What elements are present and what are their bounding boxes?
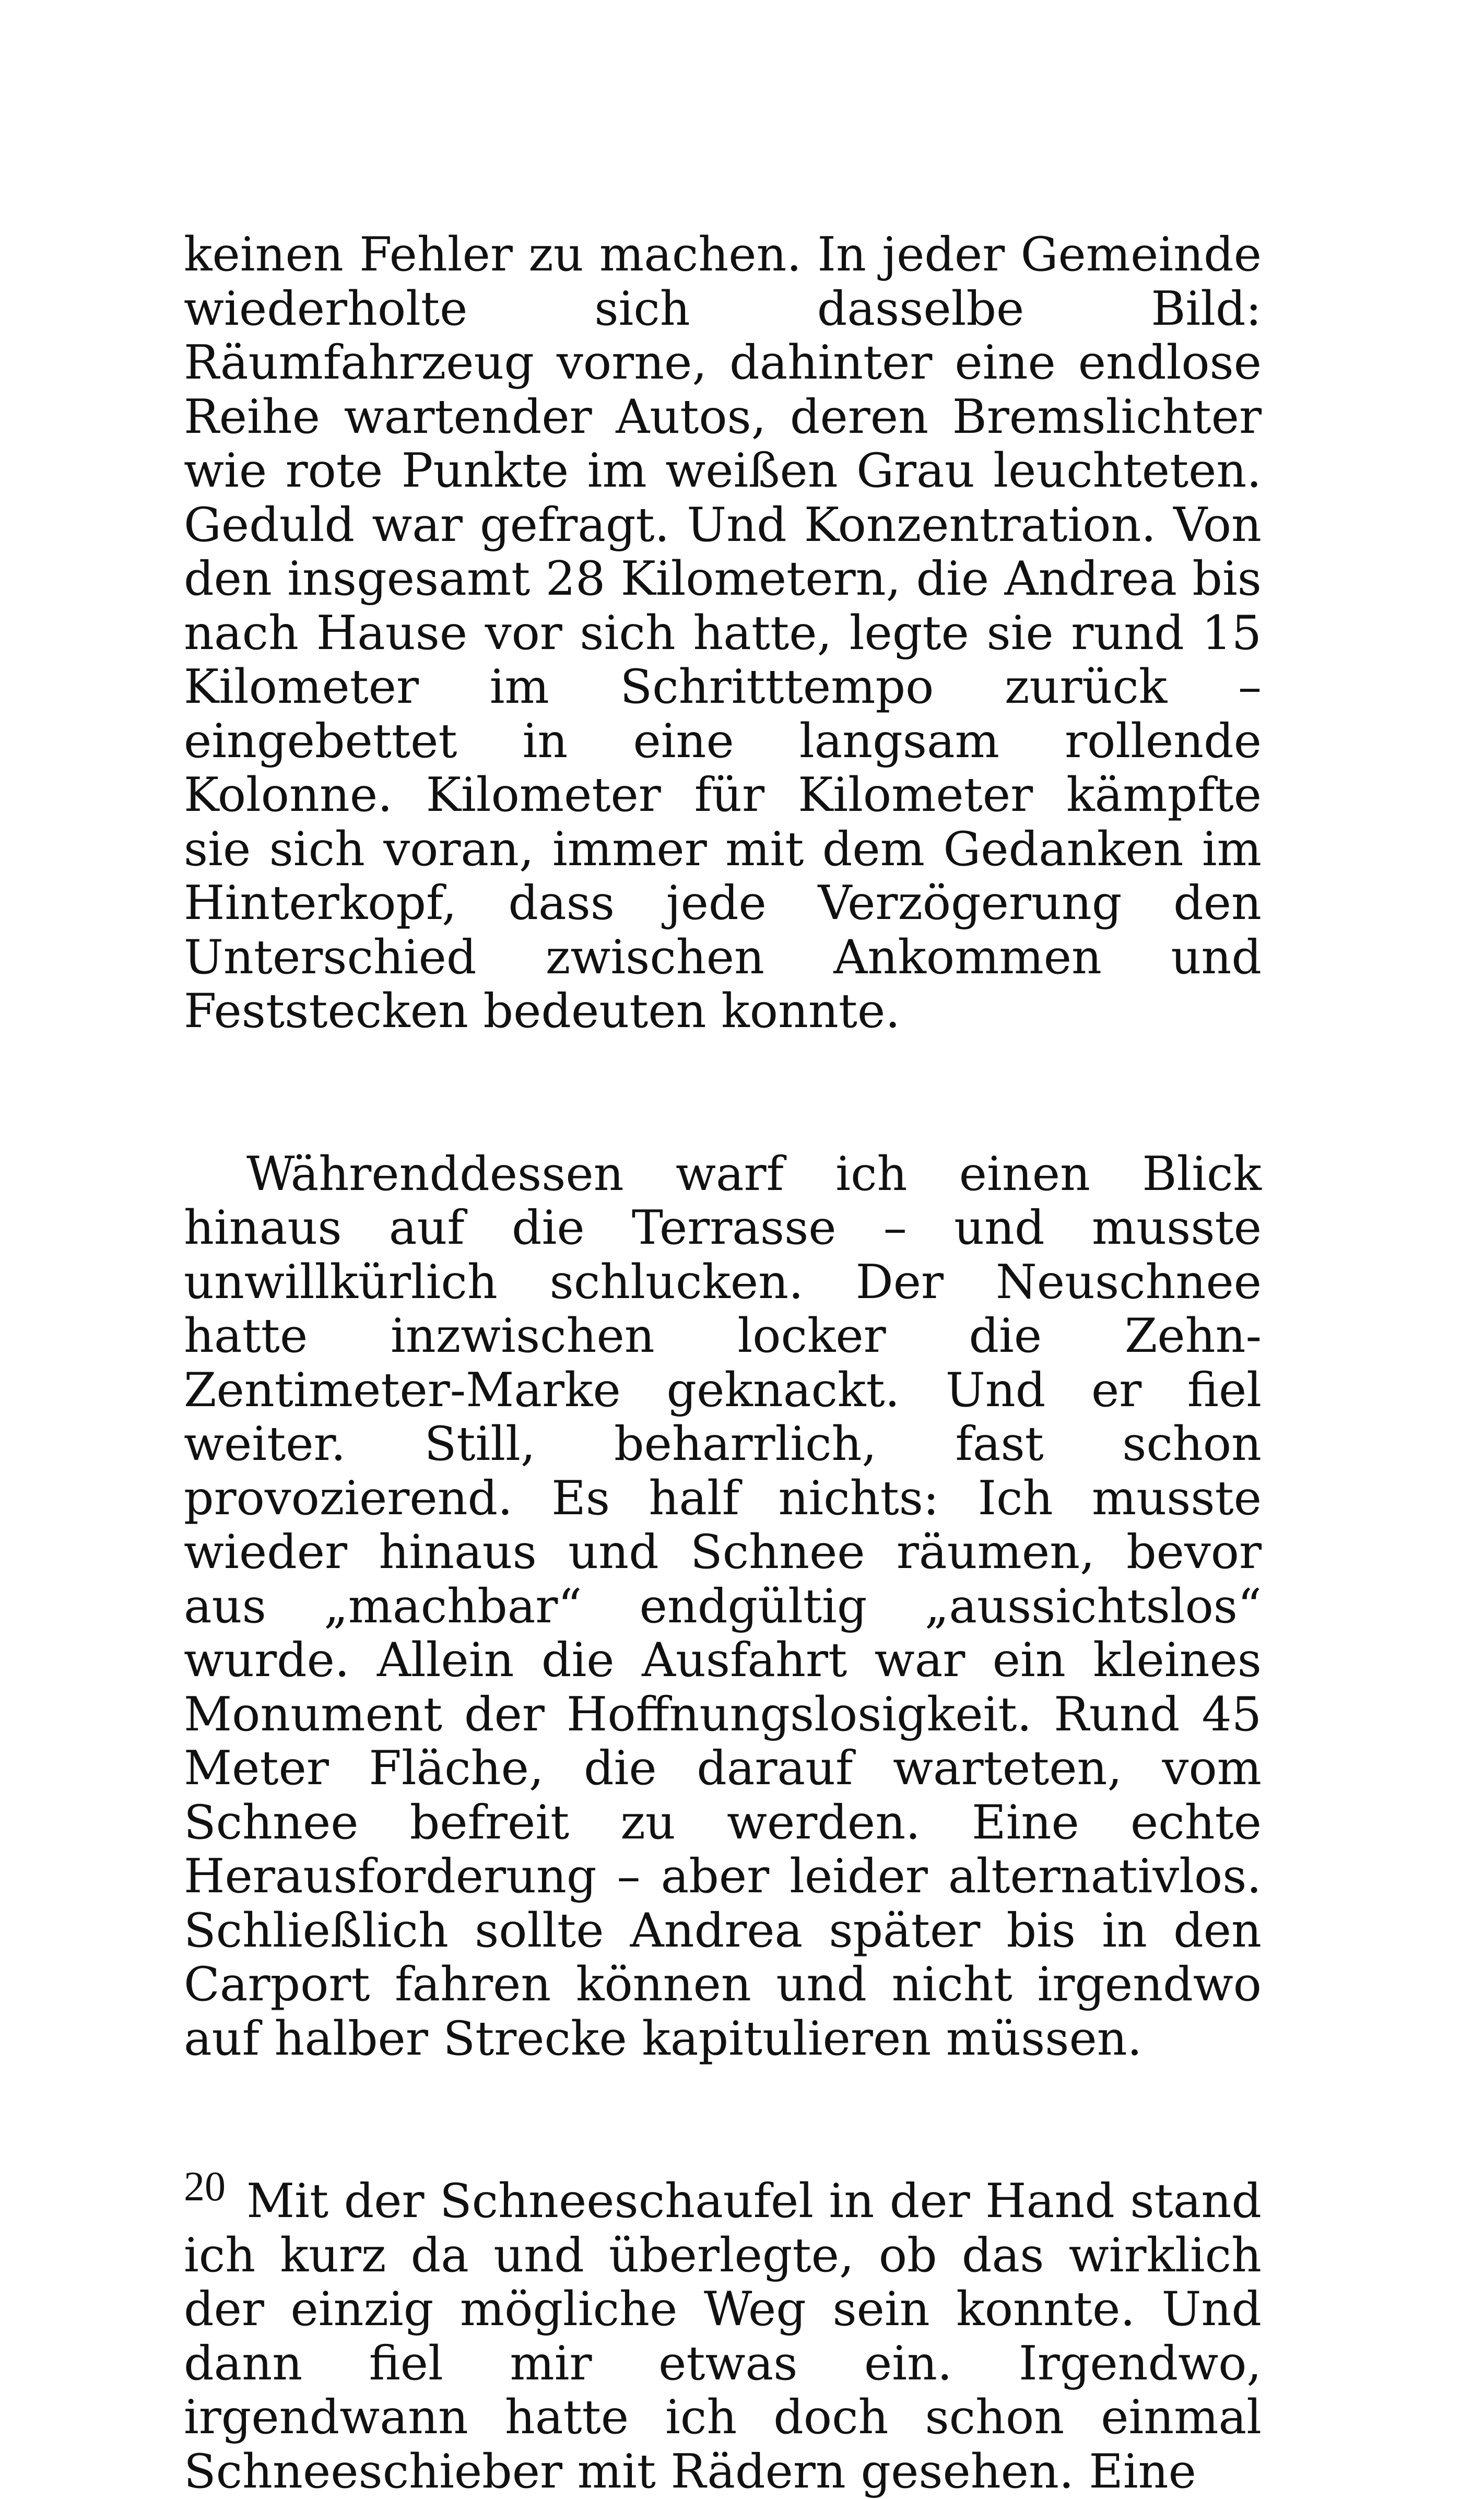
page-number: 20 <box>184 2164 226 2210</box>
paragraph-2: Währenddessen warf ich einen Blick hinaus auf die Terrasse – und musste unwillkürlich schlucken. Der Neuschnee hatte inzwischen locker die Zehn-Zentimeter-Marke geknackt. Und er fiel weiter. Still, beharrlich, fast schon provozierend. Es half nichts: Ich musste wieder hinaus und Schnee räumen, bevor aus „machbar“ endgültig „aussichtslos“ wurde. Allein die Ausfahrt war ein kleines Monument der Hoffnungslosigkeit. Rund 45 Meter Fläche, die darauf warteten, vom Schnee befreit zu werden. Eine echte Herausforderung – aber leider alternativlos. Schließlich sollte Andrea später bis in den Carport fahren können und nicht irgendwo auf halber Strecke kapitulieren müssen. <box>184 1146 1262 2066</box>
paragraph-1: keinen Fehler zu machen. In jeder Gemeinde wiederholte sich dasselbe Bild: Räumfahrzeug vorne, dahinter eine endlose Reihe wartender Autos, deren Bremslichter wie rote Punkte im weißen Grau leuchteten. Geduld war gefragt. Und Konzentration. Von den insgesamt 28 Kilometern, die Andrea bis nach Hause vor sich hatte, legte sie rund 15 Kilometer im Schritttempo zurück – eingebettet in eine langsam rollende Kolonne. Kilometer für Kilometer kämpfte sie sich voran, immer mit dem Gedanken im Hinterkopf, dass jede Verzögerung den Unterschied zwischen Ankommen und Feststecken bedeuten konnte. <box>184 227 1262 1039</box>
paragraph-3: Mit der Schneeschaufel in der Hand stand ich kurz da und überlegte, ob das wirklich der einzig mögliche Weg sein konnte. Und dann fiel mir etwas ein. Irgendwo, irgendwann hatte ich doch schon einmal Schneeschieber mit Rädern gesehen. Eine <box>184 2174 1262 2499</box>
book-page-body <box>184 228 1262 2498</box>
